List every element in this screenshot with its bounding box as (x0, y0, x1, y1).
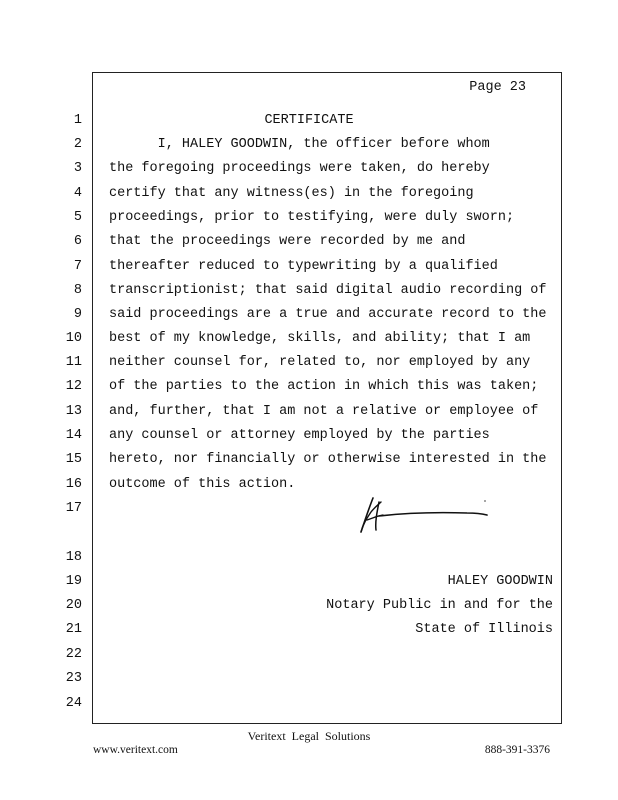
line-number: 13 (65, 404, 82, 419)
line-number: 15 (65, 452, 82, 467)
line-number: 17 (65, 501, 82, 516)
transcript-line: of the parties to the action in which this was taken; (109, 379, 539, 394)
line-number: 4 (73, 186, 82, 201)
line-number: 3 (73, 161, 82, 176)
transcript-line: outcome of this action. (109, 477, 296, 492)
line-number: 23 (65, 671, 82, 686)
transcript-line: certify that any witness(es) in the foregoing (109, 186, 474, 201)
line-number: 11 (65, 355, 82, 370)
transcript-line: any counsel or attorney employed by the parties (109, 428, 490, 443)
line-number: 2 (73, 137, 82, 152)
page-number: Page 23 (469, 80, 526, 95)
line-number: 6 (73, 234, 82, 249)
transcript-line: said proceedings are a true and accurate record to the (109, 307, 547, 322)
signer-name: HALEY GOODWIN (447, 574, 553, 589)
line-number: 7 (73, 259, 82, 274)
line-number: 16 (65, 477, 82, 492)
line-number: 1 (73, 113, 82, 128)
signature-image (355, 490, 495, 536)
footer-company: Veritext Legal Solutions (247, 729, 371, 743)
transcript-line: neither counsel for, related to, nor employed by any (109, 355, 531, 370)
footer-phone: 888-391-3376 (484, 744, 550, 756)
signer-state: State of Illinois (415, 622, 553, 637)
line-number: 8 (73, 283, 82, 298)
line-number: 5 (73, 210, 82, 225)
certificate-title: CERTIFICATE (264, 113, 354, 128)
signer-title: Notary Public in and for the (326, 598, 553, 613)
line-number: 24 (65, 696, 82, 711)
line-number: 14 (65, 428, 82, 443)
transcript-line: the foregoing proceedings were taken, do hereby (109, 161, 490, 176)
footer-website: www.veritext.com (93, 744, 178, 756)
transcript-line: proceedings, prior to testifying, were duly sworn; (109, 210, 515, 225)
transcript-line: thereafter reduced to typewriting by a qualified (109, 259, 498, 274)
line-number: 10 (65, 331, 82, 346)
line-number: 22 (65, 647, 82, 662)
line-number: 9 (73, 307, 82, 322)
transcript-line: that the proceedings were recorded by me and (109, 234, 466, 249)
transcript-line: I, HALEY GOODWIN, the officer before whom (109, 137, 490, 152)
line-number: 21 (65, 622, 82, 637)
transcript-line: best of my knowledge, skills, and ability; that I am (109, 331, 531, 346)
transcript-line: and, further, that I am not a relative or employee of (109, 404, 539, 419)
line-number: 12 (65, 379, 82, 394)
line-number: 18 (65, 550, 82, 565)
line-number: 20 (65, 598, 82, 613)
transcript-line: hereto, nor financially or otherwise interested in the (109, 452, 547, 467)
line-number: 19 (65, 574, 82, 589)
transcript-line: transcriptionist; that said digital audio recording of (109, 283, 547, 298)
